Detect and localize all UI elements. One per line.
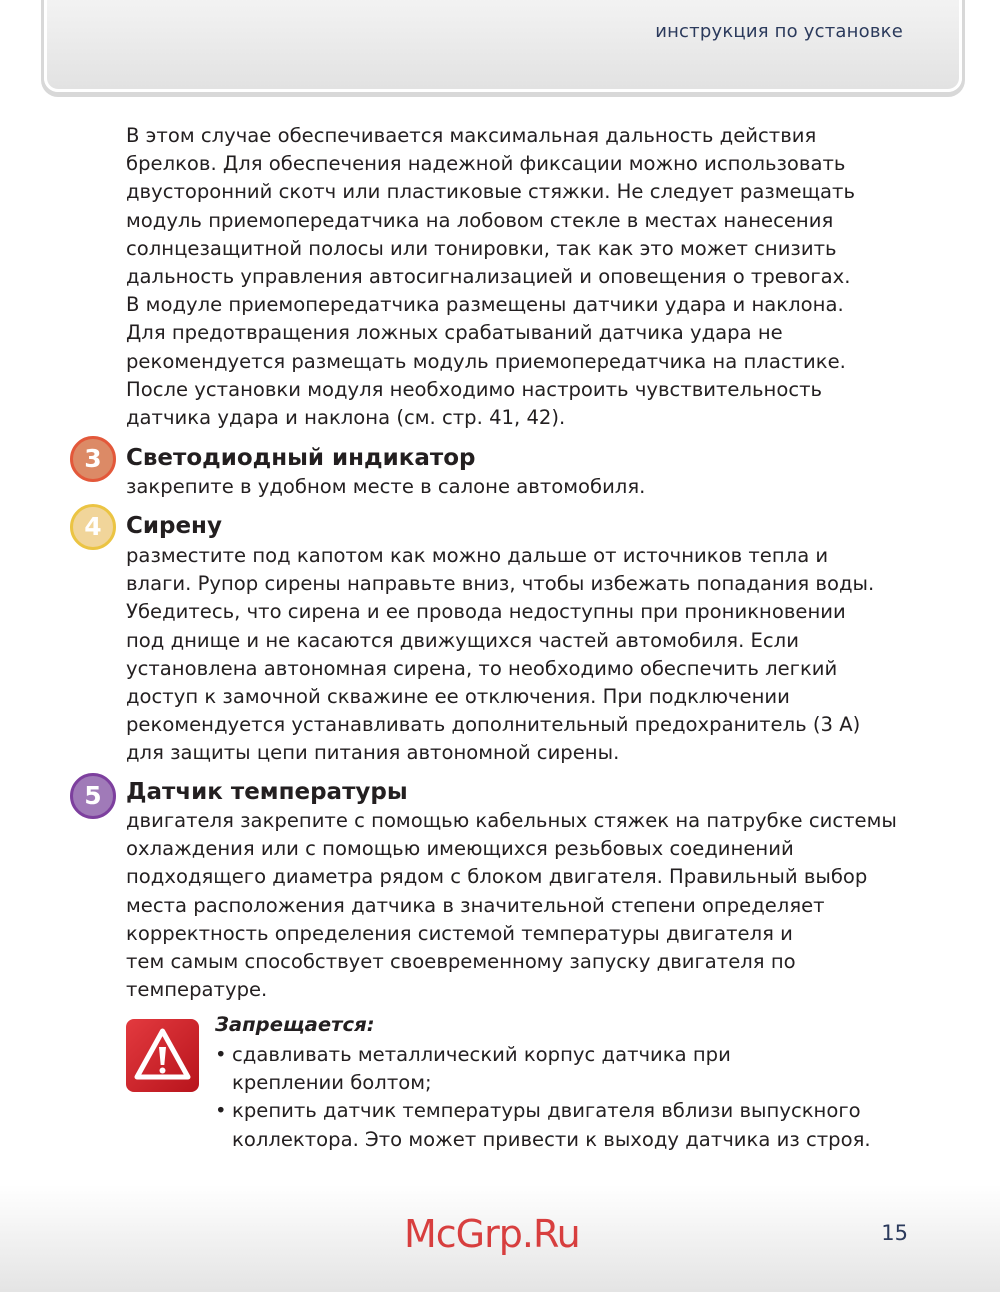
text-line: корректность определения системой температуры двигателя и xyxy=(126,921,793,945)
text-line: модуль приемопередатчика на лобовом стекле в местах нанесения xyxy=(126,208,834,232)
text-line: Убедитесь, что сирена и ее провода недоступны при проникновении xyxy=(126,600,846,624)
step-number-badge: 4 xyxy=(70,504,116,550)
text-line: разместите под капотом как можно дальше от источников тепла и xyxy=(126,544,829,567)
text-line: двигателя закрепите с помощью кабельных стяжек на патрубке системы xyxy=(126,809,897,832)
text-line: влаги. Рупор сирены направьте вниз, чтобы избежать попадания воды. xyxy=(126,572,875,596)
text-line: В этом случае обеспечивается максимальная дальность действия xyxy=(126,124,817,147)
list-item xyxy=(215,1097,871,1153)
text-line: для защиты цепи питания автономной сирены. xyxy=(126,741,620,765)
step-number-badge: 5 xyxy=(70,773,116,819)
warning-list xyxy=(215,1041,871,1154)
text-line: закрепите в удобном месте в салоне автомобиля. xyxy=(126,475,646,498)
text-line: установлена автономная сирена, то необходимо обеспечить легкий xyxy=(126,656,838,680)
bullet: • xyxy=(215,1099,227,1123)
text-line: Для предотвращения ложных срабатываний датчика удара не xyxy=(126,321,783,345)
step-number-badge: 3 xyxy=(70,436,116,482)
header-title: инструкция по установке xyxy=(655,21,903,42)
text-line: дальность управления автосигнализацией и оповещения о тревогах. xyxy=(126,265,851,289)
page-header xyxy=(44,0,962,92)
text-line: температуре. xyxy=(126,978,268,1002)
text-line: брелков. Для обеспечения надежной фиксации можно использовать xyxy=(126,152,846,176)
text-line: места расположения датчика в значительной степени определяет xyxy=(126,893,825,917)
section-paragraph xyxy=(126,542,874,768)
text-line: солнцезащитной полосы или тонировки, так как это может снизить xyxy=(126,236,837,260)
text-line: под днище и не касаются движущихся частей автомобиля. Если xyxy=(126,628,799,652)
text-line: В модуле приемопередатчика размещены датчики удара и наклона. xyxy=(126,293,844,317)
text-line: доступ к замочной скважине ее отключения. При подключении xyxy=(126,685,790,709)
text-line: двусторонний скотч или пластиковые стяжки. Не следует размещать xyxy=(126,180,856,204)
watermark: McGrp.Ru xyxy=(404,1212,580,1256)
text-line: охлаждения или с помощью имеющихся резьбовых соединений xyxy=(126,837,794,861)
text-line: тем самым способствует своевременному запуску двигателя по xyxy=(126,950,796,974)
section-heading: Сирену xyxy=(126,513,222,539)
text-line: коллектора. Это может привести к выходу датчика из строя. xyxy=(232,1127,871,1151)
text-line: сдавливать металлический корпус датчика при xyxy=(232,1043,731,1066)
warning-title: Запрещается: xyxy=(215,1013,375,1036)
text-line: После установки модуля необходимо настроить чувствительность xyxy=(126,377,823,401)
section-heading: Светодиодный индикатор xyxy=(126,445,476,471)
list-item xyxy=(215,1041,871,1097)
text-line: рекомендуется устанавливать дополнительный предохранитель (3 А) xyxy=(126,713,861,737)
text-line: рекомендуется размещать модуль приемопередатчика на пластике. xyxy=(126,349,846,373)
text-line: крепить датчик температуры двигателя вблизи выпускного xyxy=(232,1099,861,1123)
intro-paragraph xyxy=(126,122,855,432)
text-line: датчика удара и наклона (см. стр. 41, 42). xyxy=(126,406,566,430)
warning-triangle-icon xyxy=(126,1019,199,1092)
text-line: подходящего диаметра рядом с блоком двигателя. Правильный выбор xyxy=(126,865,868,889)
bullet: • xyxy=(215,1043,227,1066)
section-paragraph xyxy=(126,807,897,1004)
section-paragraph xyxy=(126,473,645,501)
section-heading: Датчик температуры xyxy=(126,779,408,805)
page-number: 15 xyxy=(881,1221,908,1245)
text-line: креплении болтом; xyxy=(232,1071,432,1095)
